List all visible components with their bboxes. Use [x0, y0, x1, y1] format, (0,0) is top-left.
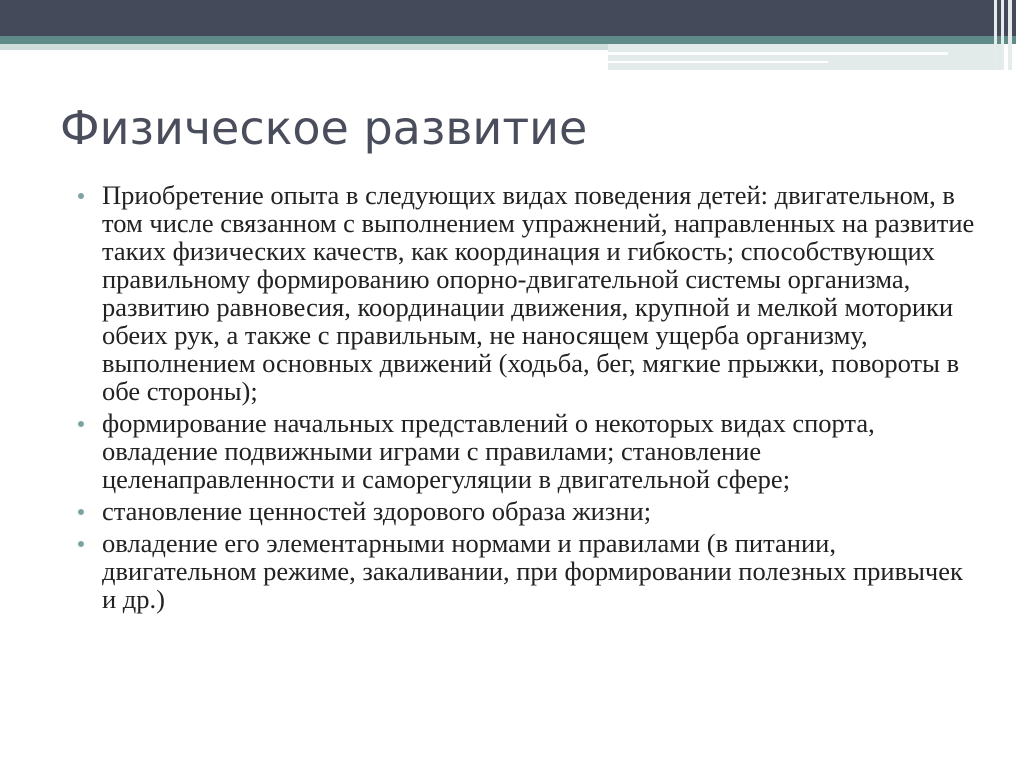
decorative-bar [1001, 0, 1004, 70]
decorative-bar [1008, 0, 1012, 70]
accent-stripe [0, 36, 1024, 44]
bullet-item [78, 529, 978, 613]
bullet-text: Приобретение опыта в следующих видах поведения детей: двигательном, в том числе связанном с выполнением упражнений, направленных на развитие таких физических качеств, как координация и гибкость; способствующих правильному формированию опорно-двигательной системы организма, развитию равновесия, координации движения, крупной и мелкой моторики обеих рук, а также с правильным, не наносящем ущерба организму, выполнением основных движений (ходьба, бег, мягкие прыжки, повороты в обе стороны); [102, 180, 975, 406]
bullet-item [78, 409, 978, 493]
decorative-line [608, 52, 948, 55]
decorative-line [608, 61, 828, 63]
decorative-block-right [608, 44, 1004, 70]
bullet-text: формирование начальных представлений о некоторых видах спорта, овладение подвижными играми с правилами; становление целенаправленности и саморегуляции в двигательной сфере; [102, 408, 875, 494]
decorative-bar [1016, 0, 1024, 70]
bullet-item [78, 497, 978, 525]
header-band [0, 0, 1024, 36]
decorative-vertical-bars [992, 0, 1024, 70]
slide-title: Физическое развитие [60, 101, 588, 155]
bullet-dot-icon [78, 421, 84, 427]
bullet-list [78, 181, 978, 617]
bullet-dot-icon [78, 541, 84, 547]
decorative-stripe-left [0, 44, 610, 50]
decorative-bar [994, 0, 997, 70]
bullet-dot-icon [78, 509, 84, 515]
bullet-item [78, 181, 978, 405]
bullet-text: становление ценностей здорового образа жизни; [102, 496, 652, 526]
bullet-dot-icon [78, 193, 84, 199]
bullet-text: овладение его элементарными нормами и правилами (в питании, двигательном режиме, закаливании, при формировании полезных привычек и др.) [102, 528, 963, 614]
